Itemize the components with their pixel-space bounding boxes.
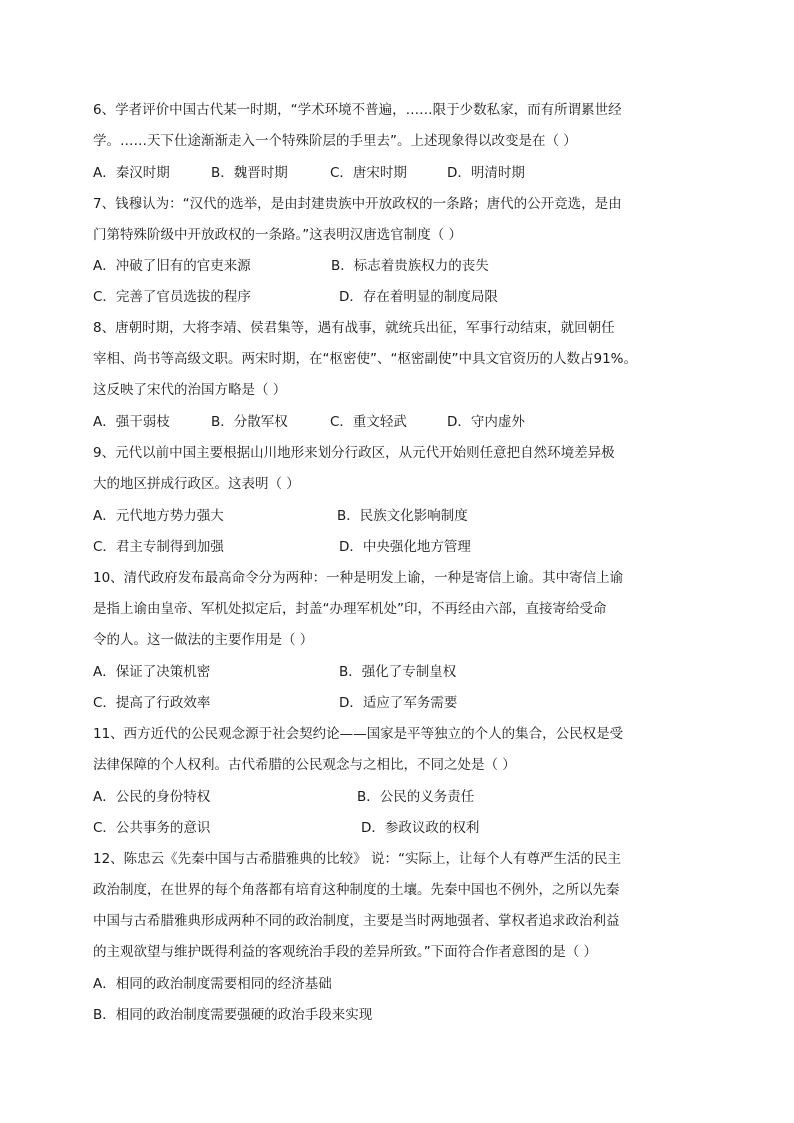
q12-stem-line-3: 中国与古希腊雅典形成两种不同的政治制度，主要是当时两地强者、掌权者追求政治利益 bbox=[93, 913, 620, 929]
q6-stem-line-1: 6、学者评价中国古代某一时期，“学术环境不普遍，……限于少数私家，而有所谓累世经 bbox=[93, 102, 622, 118]
q9-option-b[interactable]: B．民族文化影响制度 bbox=[337, 508, 468, 524]
q9-option-a[interactable]: A．元代地方势力强大 bbox=[93, 508, 224, 524]
q8-stem-line-2: 宰相、尚书等高级文职。两宋时期，在“枢密使”、“枢密副使”中具文官资历的人数占91%。 bbox=[93, 351, 637, 367]
q9-option-d[interactable]: D．中央强化地方管理 bbox=[339, 539, 471, 555]
q6-option-a[interactable]: A．秦汉时期 bbox=[93, 165, 170, 181]
q11-stem-line-2: 法律保障的个人权利。古代希腊的公民观念与之相比，不同之处是（ ） bbox=[93, 757, 516, 773]
q7-option-c[interactable]: C．完善了官员选拔的程序 bbox=[93, 289, 251, 305]
q11-option-b[interactable]: B．公民的义务责任 bbox=[357, 789, 475, 805]
q7-option-a[interactable]: A．冲破了旧有的官吏来源 bbox=[93, 258, 251, 274]
q6-stem-line-2: 学。……天下仕途渐渐走入一个特殊阶层的手里去”。上述现象得以改变是在（ ） bbox=[93, 133, 577, 149]
q12-stem-line-4: 的主观欲望与维护既得利益的客观统治手段的差异所致。”下面符合作者意图的是（ ） bbox=[93, 944, 598, 960]
q8-option-b[interactable]: B．分散军权 bbox=[211, 414, 288, 430]
q12-option-b[interactable]: B．相同的政治制度需要强硬的政治手段来实现 bbox=[93, 1007, 373, 1023]
q8-option-a[interactable]: A．强干弱枝 bbox=[93, 414, 170, 430]
q9-option-c[interactable]: C．君主专制得到加强 bbox=[93, 539, 224, 555]
q6-option-b[interactable]: B．魏晋时期 bbox=[211, 165, 288, 181]
q8-option-c[interactable]: C．重文轻武 bbox=[330, 414, 407, 430]
q10-option-b[interactable]: B．强化了专制皇权 bbox=[339, 664, 457, 680]
q12-stem-line-2: 政治制度，在世界的每个角落都有培育这种制度的土壤。先秦中国也不例外，之所以先秦 bbox=[93, 882, 620, 898]
q10-stem-line-2: 是指上谕由皇帝、军机处拟定后，封盖“办理军机处”印，不再经由六部，直接寄给受命 bbox=[93, 601, 607, 617]
q7-stem-line-1: 7、钱穆认为：“汉代的选举，是由封建贵族中开放政权的一条路；唐代的公开竞选，是由 bbox=[93, 196, 622, 212]
q9-stem-line-2: 大的地区拼成行政区。这表明（ ） bbox=[93, 476, 300, 492]
q7-stem-line-2: 门第特殊阶级中开放政权的一条路。”这表明汉唐选官制度（ ） bbox=[93, 227, 463, 243]
q7-option-d[interactable]: D．存在着明显的制度局限 bbox=[339, 289, 498, 305]
q9-stem-line-1: 9、元代以前中国主要根据山川地形来划分行政区，从元代开始则任意把自然环境差异极 bbox=[93, 445, 615, 461]
q8-option-d[interactable]: D．守内虚外 bbox=[447, 414, 525, 430]
q12-option-a[interactable]: A．相同的政治制度需要相同的经济基础 bbox=[93, 976, 332, 992]
q10-option-c[interactable]: C．提高了行政效率 bbox=[93, 695, 211, 711]
q10-stem-line-3: 令的人。这一做法的主要作用是（ ） bbox=[93, 632, 314, 648]
q11-option-d[interactable]: D．参政议政的权利 bbox=[361, 820, 480, 836]
q12-stem-line-1: 12、陈忠云《先秦中国与古希腊雅典的比较》 说：“实际上，让每个人有尊严生活的民主 bbox=[93, 851, 621, 867]
q6-option-d[interactable]: D．明清时期 bbox=[447, 165, 525, 181]
q10-option-d[interactable]: D．适应了军务需要 bbox=[339, 695, 458, 711]
q10-option-a[interactable]: A．保证了决策机密 bbox=[93, 664, 211, 680]
q11-stem-line-1: 11、西方近代的公民观念源于社会契约论——国家是平等独立的个人的集合，公民权是受 bbox=[93, 726, 624, 742]
q6-option-c[interactable]: C．唐宋时期 bbox=[330, 165, 407, 181]
q7-option-b[interactable]: B．标志着贵族权力的丧失 bbox=[331, 258, 489, 274]
q8-stem-line-1: 8、唐朝时期，大将李靖、侯君集等，遇有战事，就统兵出征，军事行动结束，就回朝任 bbox=[93, 320, 615, 336]
q8-stem-line-3: 这反映了宋代的治国方略是（ ） bbox=[93, 382, 287, 398]
q11-option-a[interactable]: A．公民的身份特权 bbox=[93, 789, 211, 805]
q10-stem-line-1: 10、清代政府发布最高命令分为两种：一种是明发上谕，一种是寄信上谕。其中寄信上谕 bbox=[93, 570, 624, 586]
q11-option-c[interactable]: C．公共事务的意识 bbox=[93, 820, 211, 836]
